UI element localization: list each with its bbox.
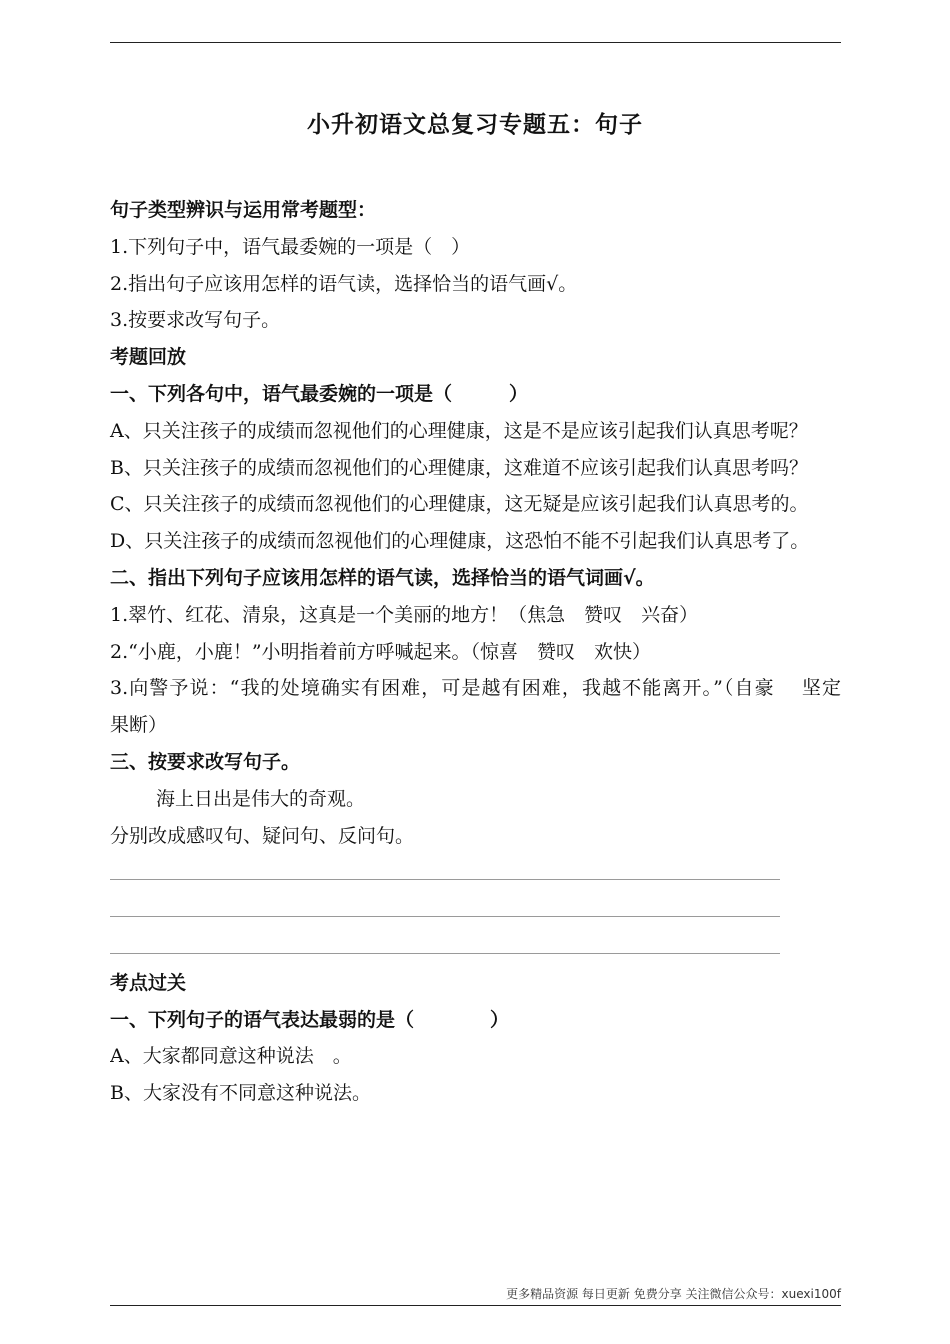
- review-q3-sentence: 海上日出是伟大的奇观。: [156, 787, 366, 810]
- intro-heading: 句子类型辨识与运用常考题型：: [110, 199, 377, 221]
- review-q1-option-d: D、只关注孩子的成绩而忽视他们的心理健康，这恐怕不能不引起我们认真思考了。: [110, 530, 810, 553]
- intro-item-3: 3.按要求改写句子。: [110, 309, 281, 332]
- practice-q1-option-b: B、大家没有不同意这种说法。: [110, 1082, 371, 1105]
- review-q3-instruction: 分别改成感叹句、疑问句、反问句。: [110, 824, 415, 847]
- practice-q1-title: 一、下列句子的语气表达最弱的是（ ）: [110, 1008, 510, 1031]
- review-q1-option-b: B、只关注孩子的成绩而忽视他们的心理健康，这难道不应该引起我们认真思考吗？: [110, 456, 808, 479]
- footer-note: 更多精品资源 每日更新 免费分享 关注微信公众号：xuexi100f: [506, 1287, 841, 1301]
- document-body: [110, 192, 867, 1112]
- review-q1-title: 一、下列各句中，语气最委婉的一项是（ ）: [110, 382, 529, 405]
- practice-q1-option-a: A、大家都同意这种说法 。: [110, 1045, 352, 1068]
- footer-rule: [110, 1305, 841, 1306]
- intro-item-2: 2.指出句子应该用怎样的语气读，选择恰当的语气画√。: [110, 272, 578, 295]
- review-q2-item-3: 3.向警予说：“我的处境确实有困难，可是越有困难，我越不能离开。”（自豪 坚定 果断）: [110, 677, 867, 737]
- review-heading: 考题回放: [110, 346, 187, 369]
- practice-heading: 考点过关: [110, 971, 187, 994]
- review-q1-option-c: C、只关注孩子的成绩而忽视他们的心理健康，这无疑是应该引起我们认真思考的。: [110, 493, 809, 516]
- review-q2-item-2: 2.“小鹿，小鹿！”小明指着前方呼喊起来。（惊喜 赞叹 欢快）: [110, 640, 652, 663]
- page-title: 小升初语文总复习专题五：句子: [307, 112, 643, 138]
- answer-line-2[interactable]: [110, 891, 841, 928]
- review-q1-option-a: A、只关注孩子的成绩而忽视他们的心理健康，这是不是应该引起我们认真思考呢？: [110, 419, 808, 442]
- review-q3-title: 三、按要求改写句子。: [110, 750, 301, 773]
- intro-item-1: 1.下列句子中，语气最委婉的一项是（ ）: [110, 235, 471, 258]
- review-q2-item-1: 1.翠竹、红花、清泉，这真是一个美丽的地方！（焦急 赞叹 兴奋）: [110, 603, 699, 626]
- review-q2-title: 二、指出下列句子应该用怎样的语气读，选择恰当的语气词画√。: [110, 566, 655, 589]
- answer-line-3[interactable]: [110, 928, 841, 965]
- header-rule: [110, 42, 841, 43]
- answer-line-1[interactable]: [110, 854, 841, 891]
